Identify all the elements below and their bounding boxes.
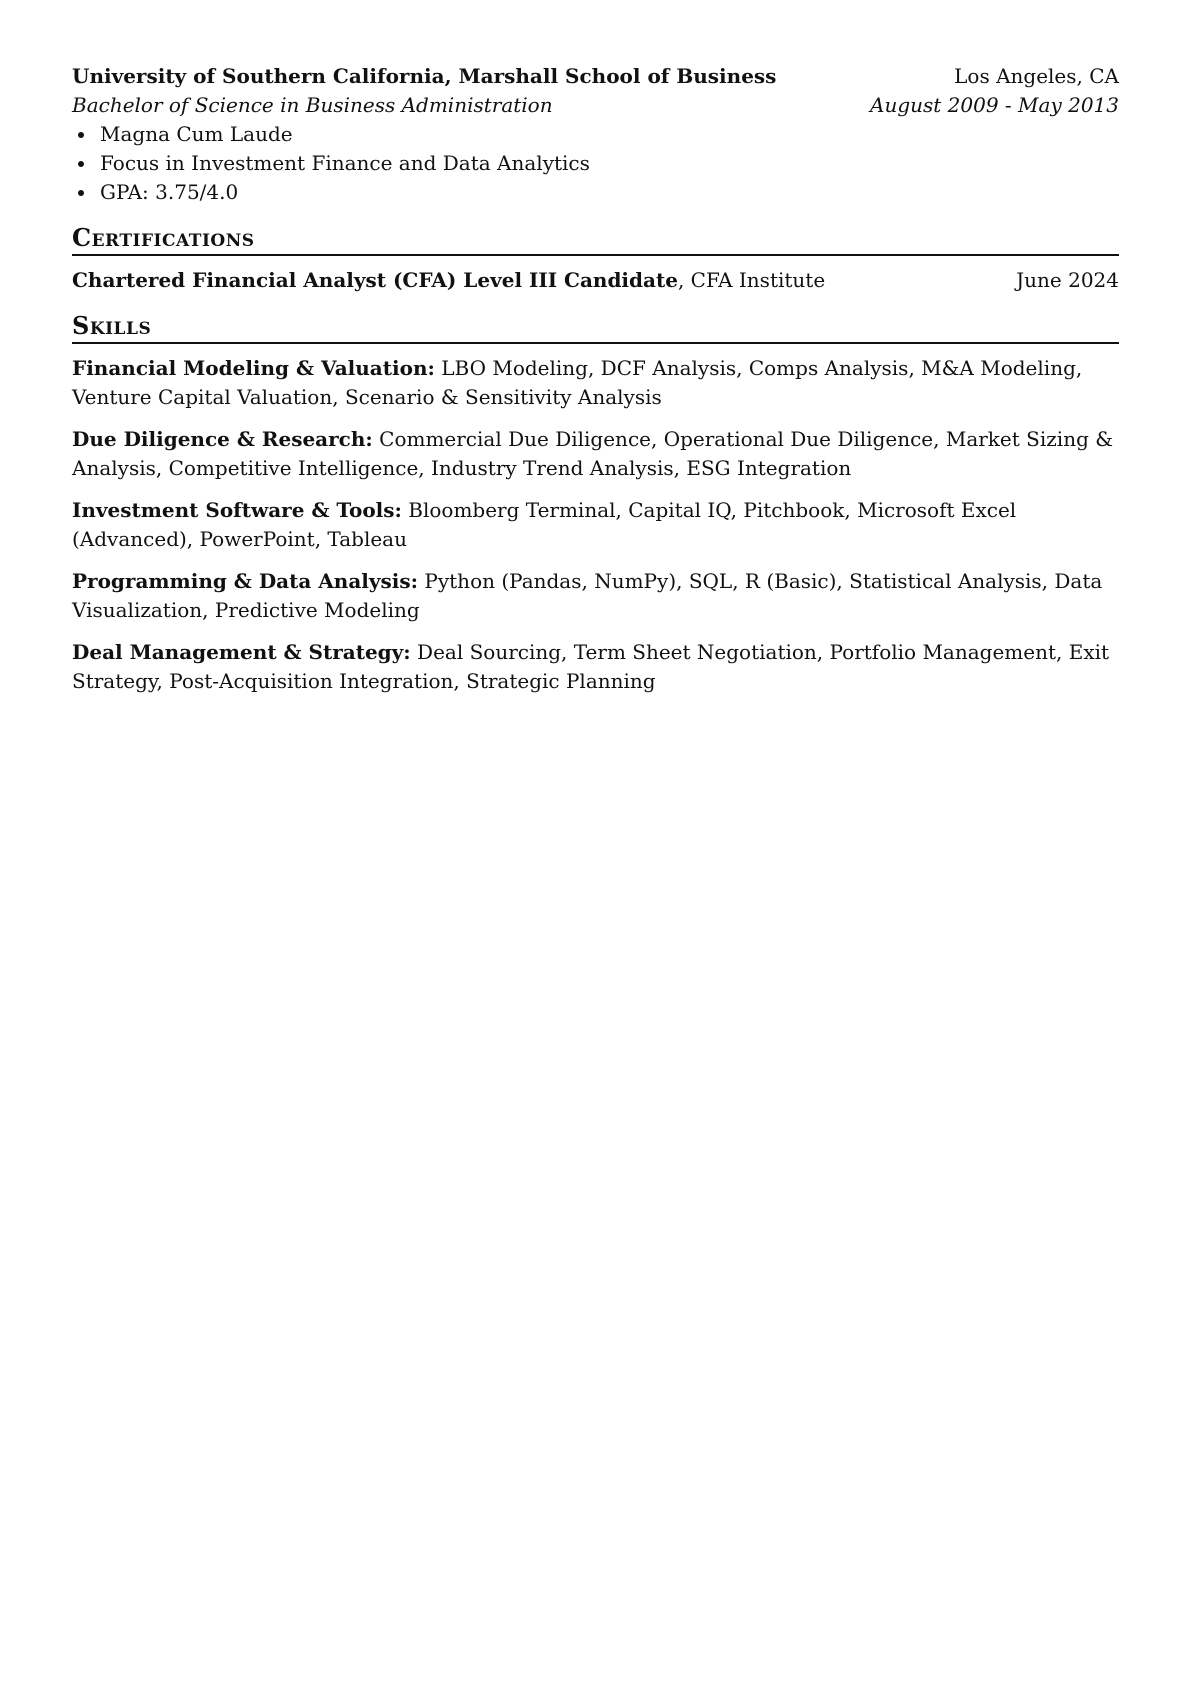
list-item	[72, 120, 1119, 149]
list-item	[72, 178, 1119, 207]
skill-details: Commercial Due Diligence, Operational Due Diligence, Market Sizing & Analysis, Competitive Intelligence, Industry Trend Analysis, ESG Integration	[72, 427, 1114, 480]
bullet-icon	[78, 132, 84, 138]
skill-details: LBO Modeling, DCF Analysis, Comps Analysis, M&A Modeling, Venture Capital Valuation, Scenario & Sensitivity Analysis	[72, 356, 1083, 409]
education-entry	[72, 62, 1119, 207]
bullet-icon	[78, 190, 84, 196]
degree-name: Bachelor of Science in Business Administration	[72, 93, 553, 117]
skills-list	[72, 354, 1119, 696]
skill-category: Financial Modeling & Valuation:	[72, 356, 435, 380]
degree-row	[72, 91, 1119, 120]
school-name: University of Southern California, Marshall School of Business	[72, 64, 777, 88]
certification-text	[72, 266, 825, 295]
skill-item	[72, 354, 1119, 412]
school-location: Los Angeles, CA	[954, 64, 1119, 88]
skill-details: Deal Sourcing, Term Sheet Negotiation, Portfolio Management, Exit Strategy, Post-Acquisition Integration, Strategic Planning	[72, 640, 1110, 693]
skill-item	[72, 496, 1119, 554]
certification-date: June 2024	[1016, 268, 1119, 292]
certification-name: Chartered Financial Analyst (CFA) Level III Candidate	[72, 268, 678, 292]
certifications-heading: Certifications	[72, 223, 1119, 256]
list-item	[72, 149, 1119, 178]
skill-category: Deal Management & Strategy:	[72, 640, 411, 664]
certification-entry	[72, 266, 1119, 295]
education-bullets	[72, 120, 1119, 207]
skill-category: Programming & Data Analysis:	[72, 569, 419, 593]
resume-page	[72, 62, 1119, 709]
skill-details: Python (Pandas, NumPy), SQL, R (Basic), Statistical Analysis, Data Visualization, Predictive Modeling	[72, 569, 1103, 622]
skills-heading: Skills	[72, 311, 1119, 344]
skill-details: Bloomberg Terminal, Capital IQ, Pitchbook, Microsoft Excel (Advanced), PowerPoint, Tableau	[72, 498, 1017, 551]
education-header-row	[72, 62, 1119, 91]
bullet-text: Magna Cum Laude	[100, 122, 293, 146]
bullet-icon	[78, 161, 84, 167]
bullet-text: Focus in Investment Finance and Data Analytics	[100, 151, 590, 175]
skill-category: Due Diligence & Research:	[72, 427, 373, 451]
skill-item	[72, 567, 1119, 625]
education-dates: August 2009 - May 2013	[870, 93, 1119, 117]
bullet-text: GPA: 3.75/4.0	[100, 180, 239, 204]
certification-issuer: , CFA Institute	[677, 268, 826, 292]
skill-item	[72, 638, 1119, 696]
skill-item	[72, 425, 1119, 483]
skill-category: Investment Software & Tools:	[72, 498, 402, 522]
